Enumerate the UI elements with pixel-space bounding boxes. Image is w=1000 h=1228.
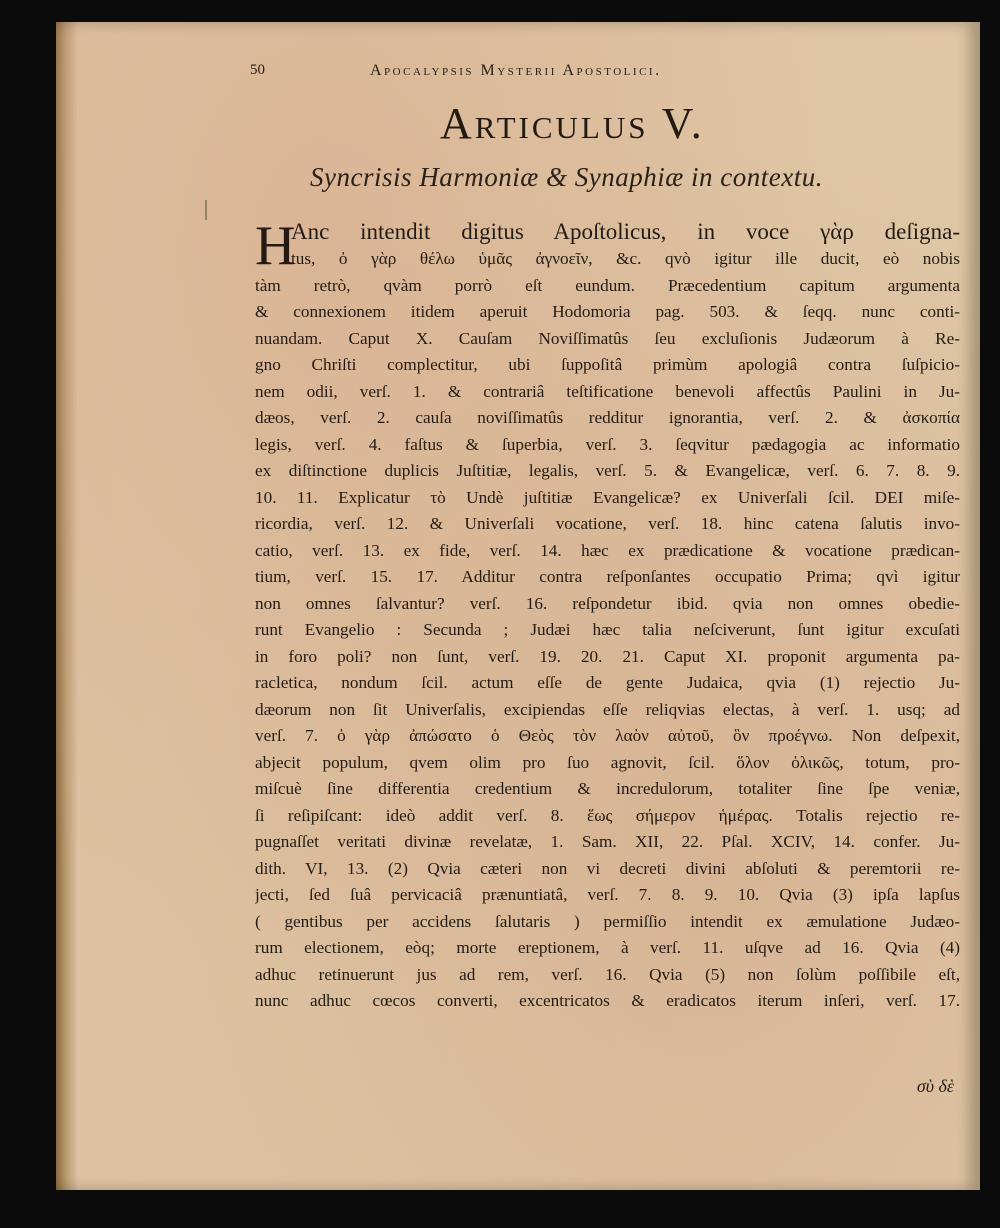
text-line: dæos, verſ. 2. cauſa noviſſimatûs redditur ignorantia, verſ. 2. & ἀσκοπία: [255, 408, 960, 427]
text-line: tium, verſ. 15. 17. Additur contra reſponſantes occupatio Prima; qvì igitur: [255, 567, 960, 586]
text-line: nunc adhuc cœcos converti, excentricatos & eradicatos iterum inſeri, verſ. 17.: [255, 991, 960, 1010]
running-head: [250, 62, 950, 84]
text-line: gno Chriſti complectitur, ubi ſuppoſitâ primùm apologiâ contra ſuſpicio-: [255, 355, 960, 374]
running-title: Apocalypsis Mysterii Apostolici.: [370, 62, 662, 79]
text-line: ricordia, verſ. 12. & Univerſali vocatione, verſ. 18. hinc catena ſalutis invo-: [255, 514, 960, 533]
text-line: ex diſtinctione duplicis Juſtitiæ, legalis, verſ. 5. & Evangelicæ, verſ. 6. 7. 8. 9.: [255, 461, 960, 480]
text-line: verſ. 7. ὀ γὰρ ἀπώσατο ὁ Θεὸς τὸν λαὸν αὐτοῦ, ὃν προέγνω. Non deſpexit,: [255, 726, 960, 745]
text-line: Anc intendit digitus Apoſtolicus, in voce γὰρ deſigna-: [291, 219, 960, 244]
page-number: 50: [250, 62, 265, 78]
text-line: legis, verſ. 4. faſtus & ſuperbia, verſ. 3. ſeqvitur pædagogia ac informatio: [255, 434, 960, 454]
text-line: adhuc retinuerunt jus ad rem, verſ. 16. Qvia (5) non ſolùm poſſibile eſt,: [255, 964, 960, 984]
text-line: non omnes ſalvantur? verſ. 16. reſpondetur ibid. qvia non omnes obedie-: [255, 593, 960, 613]
text-line: dæorum non ſit Univerſalis, excipiendas eſſe reliqvias electas, à verſ. 1. usq; ad: [255, 699, 960, 719]
body-text: [255, 215, 960, 1015]
catchword: σὺ δὲ: [916, 1076, 954, 1096]
text-line: runt Evangelio : Secunda ; Judæi hæc talia neſciverunt, ſunt igitur excuſati: [255, 620, 960, 639]
text-line: nuandam. Caput X. Cauſam Noviſſimatûs ſeu excluſionis Judæorum à Re-: [255, 328, 960, 348]
text-line: rum electionem, eòq; morte ereptionem, à verſ. 11. uſqve ad 16. Qvia (4): [255, 938, 960, 957]
text-line: catio, verſ. 13. ex fide, verſ. 14. hæc ex prædicatione & vocatione prædican-: [255, 540, 960, 560]
text-line: tus, ὀ γὰρ θέλω ὑμᾶς ἀγνοεῖν, &c. qvò igitur ille ducit, eò nobis: [291, 249, 960, 268]
text-line: in foro poli? non ſunt, verſ. 19. 20. 21. Caput XI. proponit argumenta pa-: [255, 646, 960, 666]
text-line: ſi reſipiſcant: ideò addit verſ. 8. ἕως σήμερον ἡμέρας. Totalis rejectio re-: [255, 805, 960, 825]
text-line: ( gentibus per accidens ſalutaris ) permiſſio intendit ex æmulatione Judæo-: [255, 911, 960, 931]
text-line: & connexionem itidem aperuit Hodomoria pag. 503. & ſeqq. nunc conti-: [255, 302, 960, 321]
text-line: pugnaſſet veritati divinæ revelatæ, 1. Sam. XII, 22. Pſal. XCIV, 14. confer. Ju-: [255, 832, 960, 851]
text-line: dith. VI, 13. (2) Qvia cæteri non vi decreti divini abſoluti & peremtorii re-: [255, 858, 960, 878]
text-line: nem odii, verſ. 1. & contrariâ teſtificatione benevoli affectûs Paulini in Ju-: [255, 381, 960, 401]
text-line: tàm retrò, qvàm porrò eſt eundum. Præcedentium capitum argumenta: [255, 275, 960, 295]
article-subheading: Syncrisis Harmoniæ & Synaphiæ in contextu.: [310, 162, 823, 192]
drop-cap: H: [255, 215, 296, 277]
article-heading: Articulus V.: [440, 99, 705, 148]
text-line: racletica, nondum ſcil. actum eſſe de gente Judaica, qvia (1) rejectio Ju-: [255, 673, 960, 692]
text-line: miſcuè ſine differentia credentium & incredulorum, totaliter ſine ſpe veniæ,: [255, 779, 960, 798]
text-line: abjecit populum, qvem olim pro ſuo agnovit, ſcil. ὅλον ὁλικῶς, totum, pro-: [255, 752, 960, 772]
text-line: 10. 11. Explicatur τὸ Undè juſtitiæ Evangelicæ? ex Univerſali ſcil. DEI miſe-: [255, 487, 960, 507]
margin-mark: [205, 200, 207, 220]
text-line: jecti, ſed ſuâ pervicaciâ prænuntiatâ, verſ. 7. 8. 9. 10. Qvia (3) ipſa lapſus: [255, 885, 960, 904]
